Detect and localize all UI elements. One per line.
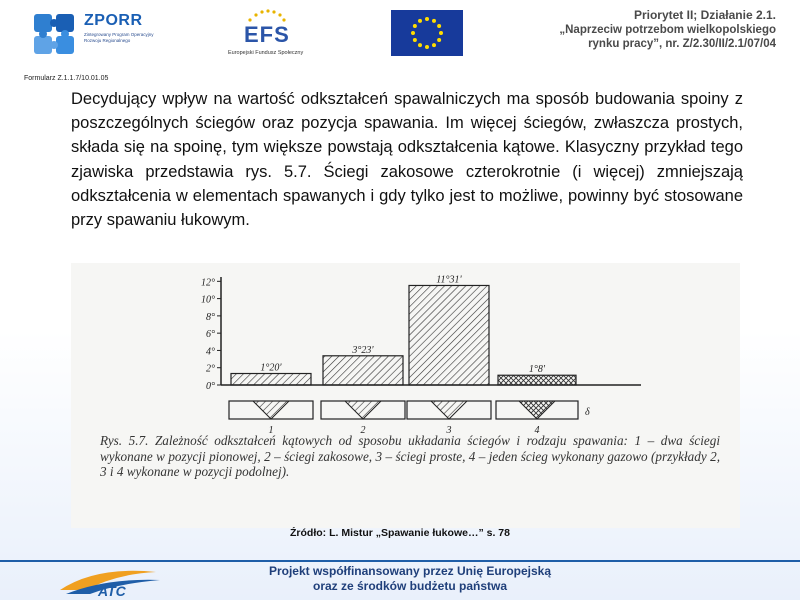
puzzle-icon <box>32 12 76 56</box>
category-label: 3 <box>446 425 452 433</box>
atc-logo <box>56 564 166 598</box>
body-paragraph: Decydujący wpływ na wartość odkształceń spawalniczych ma sposób budowania spoiny z poszczególnych ściegów oraz pozycja spawania. Im więcej ściegów, zwłaszcza prostych, składa się na spoinę, tym większe powstają odkształcenia kątowe. Klasyczny przykład tego zjawiska przedstawia rys. 5.7. Ściegi zakosowe czterokrotnie (i więcej) zmniejszają odkształcenia w elementach spawanych i gdy tylko jest to możliwe, powinny być stosowane przy spawaniu łukowym. <box>71 90 743 230</box>
efs-subtitle: Europejski Fundusz Społeczny <box>228 50 304 56</box>
eu-star <box>432 19 436 23</box>
efs-logo <box>222 8 322 60</box>
eu-star <box>418 19 422 23</box>
bar-1 <box>231 374 311 385</box>
eu-star <box>437 24 441 28</box>
weld-plate-3 <box>407 401 491 433</box>
zporr-title: ZPORR <box>84 12 143 29</box>
y-tick-label: 4° <box>206 346 215 358</box>
priority-line-1: Priorytet II; Działanie 2.1. <box>633 8 776 22</box>
eu-star <box>425 17 429 21</box>
eu-star <box>439 31 443 35</box>
category-label: 1 <box>268 425 274 433</box>
y-tick-label: 8° <box>206 311 215 323</box>
footer-line-1: Projekt współfinansowany przez Unię Europejską <box>268 564 552 578</box>
eu-star <box>437 38 441 42</box>
y-tick-label: 12° <box>201 277 215 289</box>
eu-star <box>411 31 415 35</box>
figure-caption: Rys. 5.7. Zależność odkształceń kątowych od sposobu układania ściegów i rodzaju spawania: 1 – dwa ściegi wykonane w pozycji pionowej, 2 – ściegi zakosowe, 3 – ściegi proste, 4 – jeden ścieg wykonany gazowo (przykłady 2, 3 i 4 wykonane w pozycji podolnej). <box>100 433 720 479</box>
category-label: 4 <box>534 425 540 433</box>
bar-value-label: 1°8' <box>528 364 546 376</box>
weld-plate-1 <box>229 401 313 433</box>
zporr-subtitle: Zintegrowany Program Operacyjny Rozwoju Regionalnego <box>84 32 154 43</box>
priority-line-3: rynku pracy”, nr. Z/2.30/II/2.1/07/04 <box>588 38 776 50</box>
eu-star <box>432 43 436 47</box>
bar-3 <box>409 285 489 385</box>
category-label: 2 <box>360 425 366 433</box>
bar-chart <box>71 263 740 433</box>
bar-value-label: 11°31' <box>436 274 462 286</box>
efs-letters: EFS <box>244 22 290 47</box>
header <box>0 0 800 68</box>
footer-line-2: oraz ze środków budżetu państwa <box>312 578 508 593</box>
eu-flag-icon <box>391 10 463 56</box>
eu-star <box>413 24 417 28</box>
bar-value-label: 3°23' <box>352 344 374 356</box>
plate-thickness-label: δ <box>585 407 590 418</box>
eu-star <box>418 43 422 47</box>
weld-plate-2 <box>321 401 405 433</box>
footer-divider <box>0 560 800 562</box>
source-citation: Źródło: L. Mistur „Spawanie łukowe…” s. 78 <box>290 527 510 539</box>
priority-line-2: „Naprzeciw potrzebom wielkopolskiego <box>559 23 776 36</box>
weld-plate-4 <box>496 401 578 433</box>
y-tick-label: 2° <box>206 363 215 375</box>
y-tick-label: 0° <box>206 381 215 392</box>
y-tick-label: 6° <box>206 329 215 341</box>
form-code: Formularz Z.1.1.7/10.01.05 <box>24 75 109 82</box>
footer-text <box>230 564 590 593</box>
zporr-logo <box>32 10 162 58</box>
bar-4 <box>498 375 576 385</box>
eu-star <box>425 45 429 49</box>
figure <box>71 263 740 528</box>
atc-logo-text: ATC <box>98 583 126 598</box>
bar-value-label: 1°20' <box>260 362 282 374</box>
y-tick-label: 10° <box>201 294 215 306</box>
bar-2 <box>323 356 403 385</box>
eu-star <box>413 38 417 42</box>
priority-info <box>559 8 776 52</box>
